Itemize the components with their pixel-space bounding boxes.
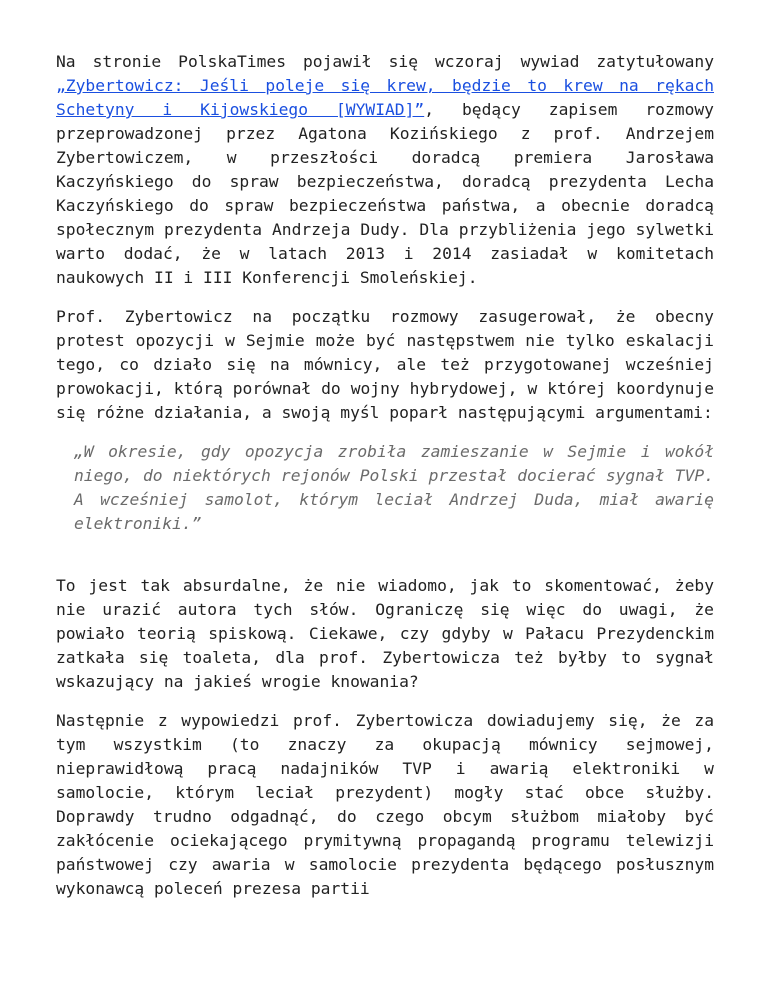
paragraph-foreign-services: Następnie z wypowiedzi prof. Zybertowicza dowiadujemy się, że za tym wszystkim (to znaczy za okupacją mównicy sejmowej, nieprawidłową pracą nadajników TVP i awarią elektroniki w samolocie, którym leciał prezydent) mogły stać obce służby. Doprawdy trudno odgadnąć, do czego obcym służbom miałoby być zakłócenie ociekającego prymitywną propagandą programu telewizji państwowej czy awaria w samolocie prezydenta będącego posłusznym wykonawcą poleceń prezesa partii: [56, 711, 714, 898]
intro-text-after: , będący zapisem rozmowy przeprowadzonej przez Agatona Kozińskiego z prof. Andrzejem Zybertowiczem, w przeszłości doradcą premiera Jarosława Kaczyńskiego do spraw bezpieczeństwa, doradcą prezydenta Lecha Kaczyńskiego do spraw bezpieczeństwa państwa, a obecnie doradcą społecznym prezydenta Andrzeja Dudy. Dla przybliżenia jego sylwetki warto dodać, że w latach 2013 i 2014 zasiadał w komitetach naukowych II i III Konferencji Smoleńskiej.: [56, 100, 714, 287]
quote-block: „W okresie, gdy opozycja zrobiła zamieszanie w Sejmie i wokół niego, do niektórych rejonów Polski przestał docierać sygnał TVP. A wcześniej samolot, którym leciał Andrzej Duda, miał awarię elektroniki.”: [74, 442, 714, 533]
paragraph-intro: [56, 50, 714, 290]
interview-link[interactable]: „Zybertowicz: Jeśli poleje się krew, będzie to krew na rękach Schetyny i Kijowskiego [WYWIAD]”: [56, 76, 714, 119]
article-body: [56, 50, 714, 901]
intro-text-before: Na stronie PolskaTimes pojawił się wczoraj wywiad zatytułowany: [56, 52, 714, 71]
paragraph-suggestion: Prof. Zybertowicz na początku rozmowy zasugerował, że obecny protest opozycji w Sejmie może być następstwem nie tylko eskalacji tego, co działo się na mównicy, ale też przygotowanej wcześniej prowokacji, którą porównał do wojny hybrydowej, w której koordynuje się różne działania, a swoją myśl poparł następującymi argumentami:: [56, 307, 714, 422]
paragraph-commentary: To jest tak absurdalne, że nie wiadomo, jak to skomentować, żeby nie urazić autora tych słów. Ograniczę się więc do uwagi, że powiało teorią spiskową. Ciekawe, czy gdyby w Pałacu Prezydenckim zatkała się toaleta, dla prof. Zybertowicza też byłby to sygnał wskazujący na jakieś wrogie knowania?: [56, 576, 714, 691]
